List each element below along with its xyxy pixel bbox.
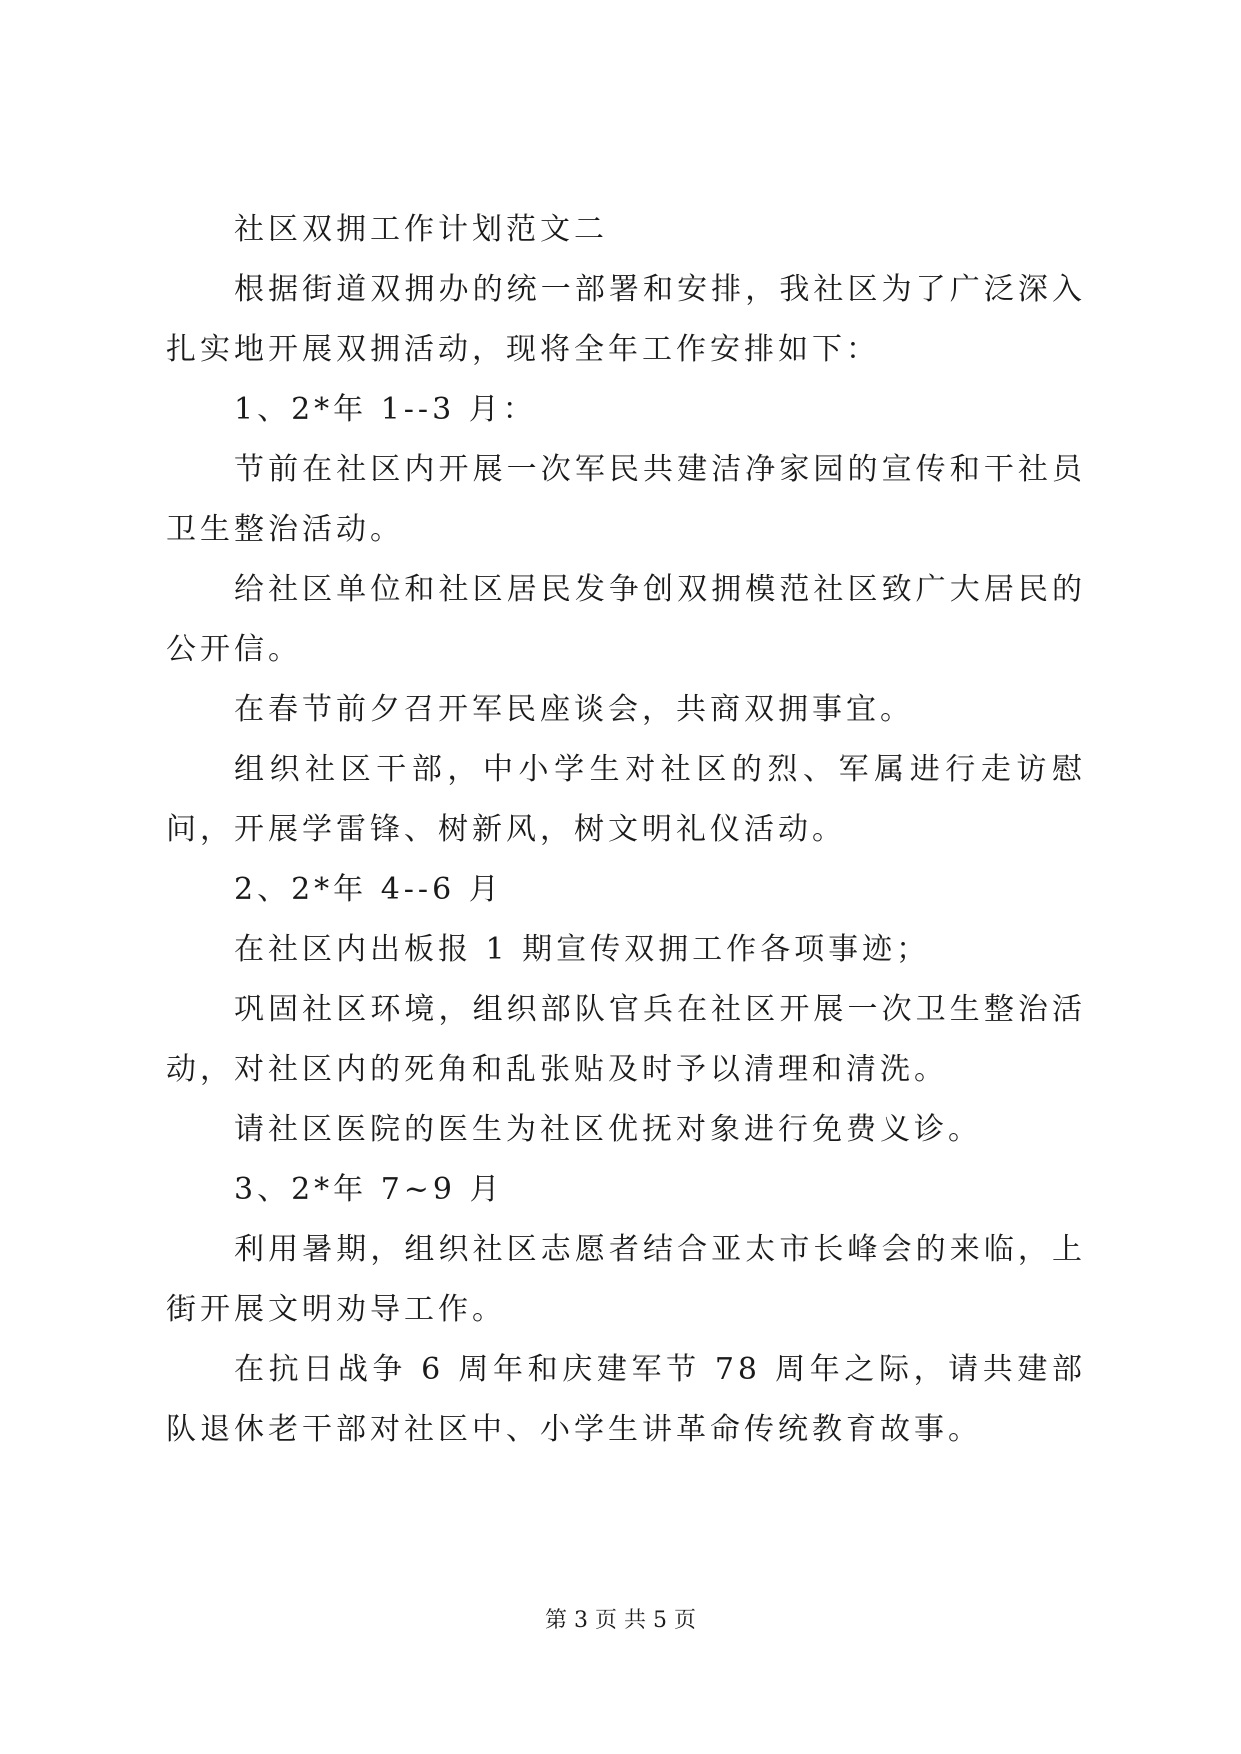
paragraph: 根据街道双拥办的统一部署和安排，我社区为了广泛深入扎实地开展双拥活动，现将全年工作安排如下： [166, 272, 1086, 367]
paragraph: 组织社区干部，中小学生对社区的烈、军属进行走访慰问，开展学雷锋、树新风，树文明礼仪活动。 [166, 752, 1086, 847]
paragraph: 节前在社区内开展一次军民共建洁净家园的宣传和干社员卫生整治活动。 [166, 452, 1086, 547]
paragraph: 在春节前夕召开军民座谈会，共商双拥事宜。 [234, 692, 914, 727]
paragraph: 请社区医院的医生为社区优抚对象进行免费义诊。 [234, 1112, 982, 1147]
paragraph: 在抗日战争 6 周年和庆建军节 78 周年之际，请共建部队退休老干部对社区中、小学生讲革命传统教育故事。 [166, 1352, 1086, 1447]
section-heading: 2、2*年 4--6 月 [234, 872, 503, 907]
paragraph: 在社区内出板报 1 期宣传双拥工作各项事迹； [234, 932, 931, 967]
document-title: 社区双拥工作计划范文二 [234, 212, 608, 247]
section-heading: 3、2*年 7~9 月 [234, 1172, 504, 1207]
paragraph: 给社区单位和社区居民发争创双拥模范社区致广大居民的公开信。 [166, 572, 1086, 667]
paragraph: 巩固社区环境，组织部队官兵在社区开展一次卫生整治活动，对社区内的死角和乱张贴及时予以清理和清洗。 [166, 992, 1086, 1087]
document-body [166, 200, 1086, 1460]
page-footer: 第 3 页 共 5 页 [545, 1608, 696, 1633]
paragraph: 利用暑期，组织社区志愿者结合亚太市长峰会的来临，上街开展文明劝导工作。 [166, 1232, 1086, 1327]
section-heading: 1、2*年 1--3 月： [234, 392, 537, 427]
